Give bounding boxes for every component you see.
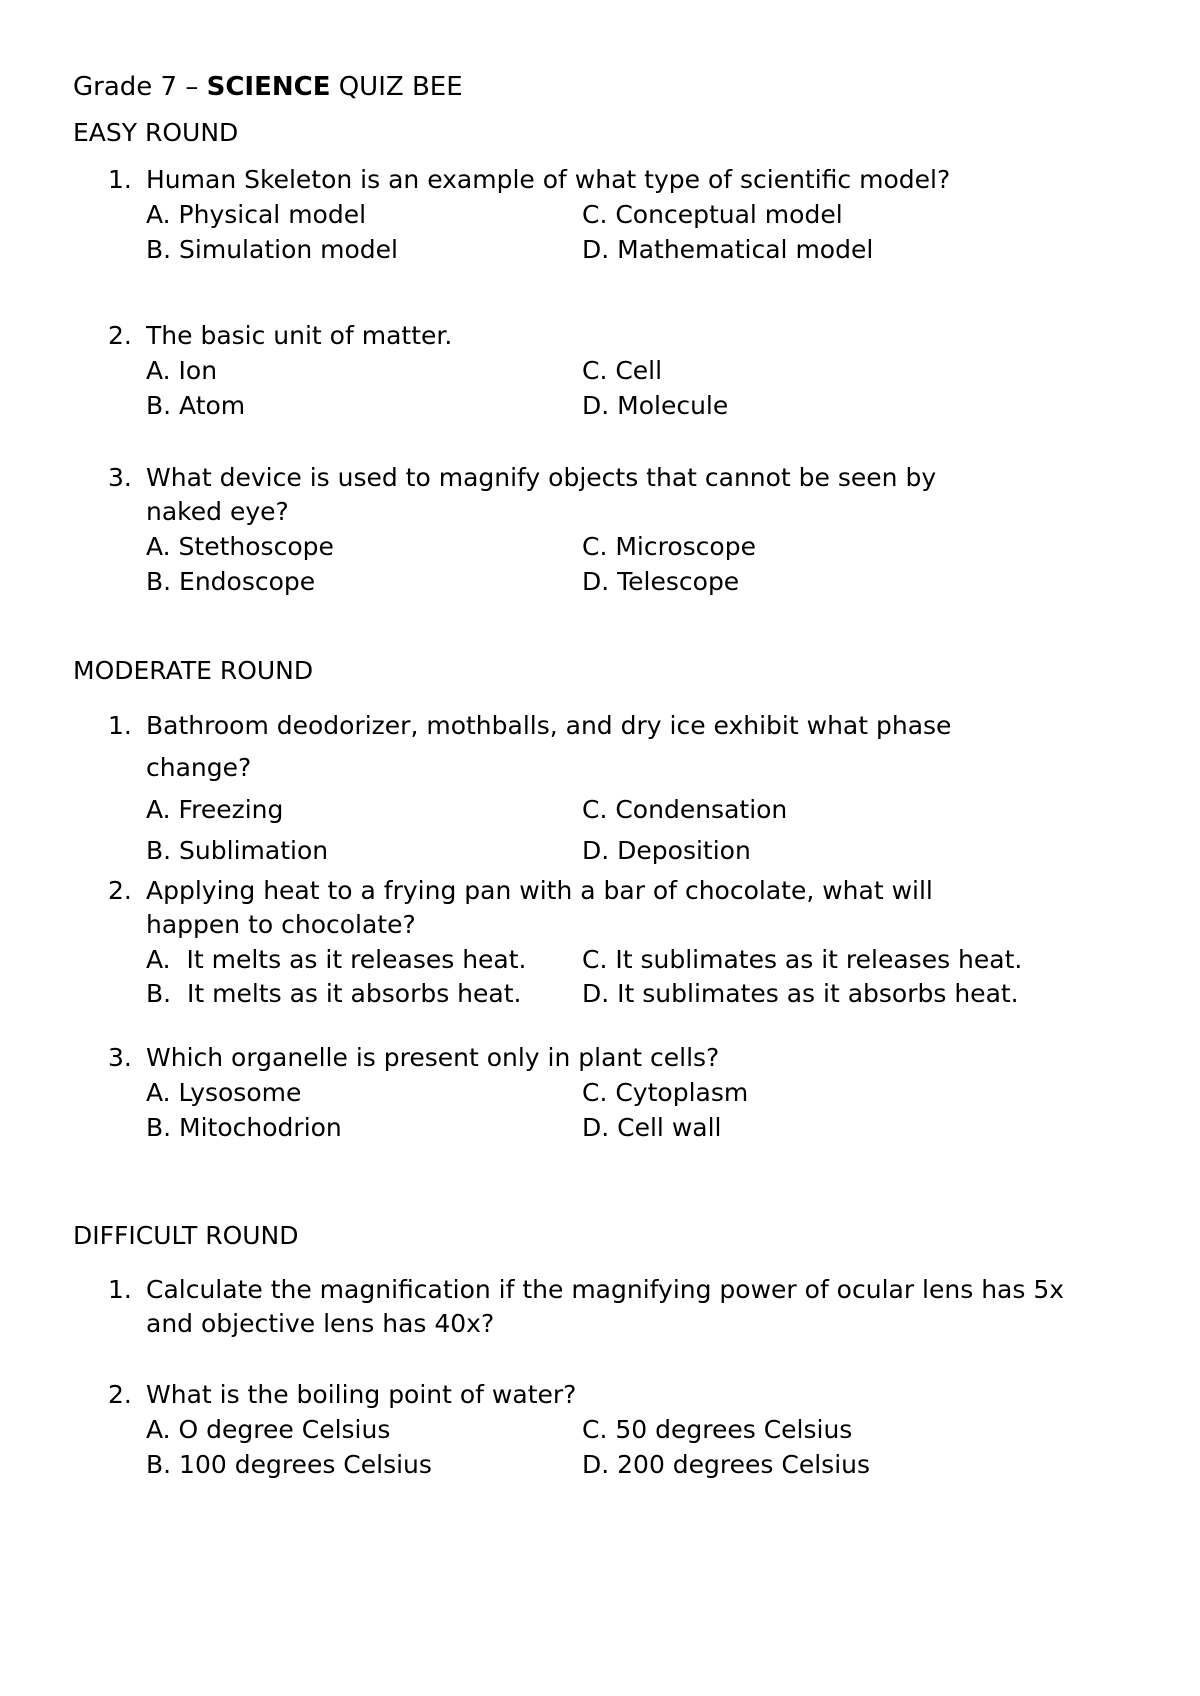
options-row (108, 1075, 1188, 1110)
option-b: B. Simulation model (146, 235, 399, 264)
option-a: A. Freezing (146, 795, 284, 824)
option-a: A. Physical model (146, 200, 367, 229)
options-row (108, 564, 1188, 599)
question-easy-2 (108, 319, 1188, 423)
option-d: D. Telescope (582, 567, 740, 596)
option-b: B. Atom (146, 391, 246, 420)
question-line (108, 1273, 1188, 1307)
question-line (108, 163, 1188, 197)
options-row (108, 232, 1188, 267)
question-easy-1 (108, 163, 1188, 267)
options-row (108, 529, 1188, 564)
options-row (108, 353, 1188, 388)
question-line (108, 751, 1188, 792)
question-number: 3. (108, 463, 132, 492)
question-text: What device is used to magnify objects that cannot be seen by (146, 463, 937, 492)
question-text: The basic unit of matter. (146, 321, 453, 350)
question-moderate-1 (108, 709, 1188, 874)
options-row (108, 1412, 1188, 1447)
option-c: C. Conceptual model (582, 200, 843, 229)
question-line (108, 709, 1188, 751)
question-moderate-3 (108, 1041, 1188, 1145)
question-number: 2. (108, 321, 132, 350)
question-line (108, 1307, 1188, 1341)
option-a: A. Lysosome (146, 1078, 302, 1107)
option-d: D. Mathematical model (582, 235, 874, 264)
options-row (108, 1110, 1188, 1145)
round-heading-difficult: DIFFICULT ROUND (73, 1221, 299, 1250)
option-d: D. Molecule (582, 391, 729, 420)
options-row (108, 197, 1188, 232)
question-text-cont: naked eye? (146, 497, 289, 526)
question-line (108, 908, 1188, 942)
question-number: 3. (108, 1043, 132, 1072)
option-b: B. Sublimation (146, 836, 329, 865)
question-difficult-2 (108, 1378, 1188, 1482)
round-heading-easy: EASY ROUND (73, 118, 239, 147)
title-prefix: Grade 7 – (73, 72, 207, 102)
option-d: D. Cell wall (582, 1113, 722, 1142)
option-a: A. It melts as it releases heat. (146, 945, 527, 974)
option-a: A. Ion (146, 356, 218, 385)
question-line (108, 1378, 1188, 1412)
question-line (108, 874, 1188, 908)
options-row (108, 942, 1188, 976)
option-d: D. Deposition (582, 836, 751, 865)
question-number: 1. (108, 711, 132, 740)
round-heading-moderate: MODERATE ROUND (73, 656, 314, 685)
option-c: C. 50 degrees Celsius (582, 1415, 853, 1444)
options-row (108, 1447, 1188, 1482)
option-a: A. Stethoscope (146, 532, 334, 561)
page-title (73, 72, 463, 102)
question-line (108, 461, 1188, 495)
question-text: Which organelle is present only in plant cells? (146, 1043, 720, 1072)
question-moderate-2 (108, 874, 1188, 1010)
question-line (108, 319, 1188, 353)
question-text: Applying heat to a frying pan with a bar of chocolate, what will (146, 876, 933, 905)
question-difficult-1 (108, 1273, 1188, 1341)
options-row (108, 976, 1188, 1010)
question-number: 1. (108, 165, 132, 194)
question-text-cont: change? (146, 753, 252, 782)
question-text: Bathroom deodorizer, mothballs, and dry ice exhibit what phase (146, 711, 952, 740)
option-b: B. Mitochodrion (146, 1113, 342, 1142)
question-number: 2. (108, 1380, 132, 1409)
options-row (108, 388, 1188, 423)
question-text-cont: happen to chocolate? (146, 910, 416, 939)
option-d: D. It sublimates as it absorbs heat. (582, 979, 1019, 1008)
title-suffix: QUIZ BEE (330, 72, 463, 102)
options-row (108, 792, 1188, 833)
option-b: B. 100 degrees Celsius (146, 1450, 432, 1479)
title-bold: SCIENCE (206, 72, 331, 102)
option-b: B. It melts as it absorbs heat. (146, 979, 522, 1008)
question-text: Calculate the magnification if the magnifying power of ocular lens has 5x (146, 1275, 1065, 1304)
question-number: 2. (108, 876, 132, 905)
option-d: D. 200 degrees Celsius (582, 1450, 871, 1479)
option-c: C. It sublimates as it releases heat. (582, 945, 1023, 974)
option-a: A. O degree Celsius (146, 1415, 391, 1444)
option-b: B. Endoscope (146, 567, 316, 596)
option-c: C. Cytoplasm (582, 1078, 749, 1107)
options-row (108, 833, 1188, 874)
question-number: 1. (108, 1275, 132, 1304)
option-c: C. Microscope (582, 532, 756, 561)
option-c: C. Cell (582, 356, 663, 385)
question-text-cont: and objective lens has 40x? (146, 1309, 495, 1338)
question-easy-3 (108, 461, 1188, 599)
option-c: C. Condensation (582, 795, 788, 824)
question-text: Human Skeleton is an example of what type of scientific model? (146, 165, 951, 194)
question-text: What is the boiling point of water? (146, 1380, 577, 1409)
question-line (108, 1041, 1188, 1075)
question-line (108, 495, 1188, 529)
